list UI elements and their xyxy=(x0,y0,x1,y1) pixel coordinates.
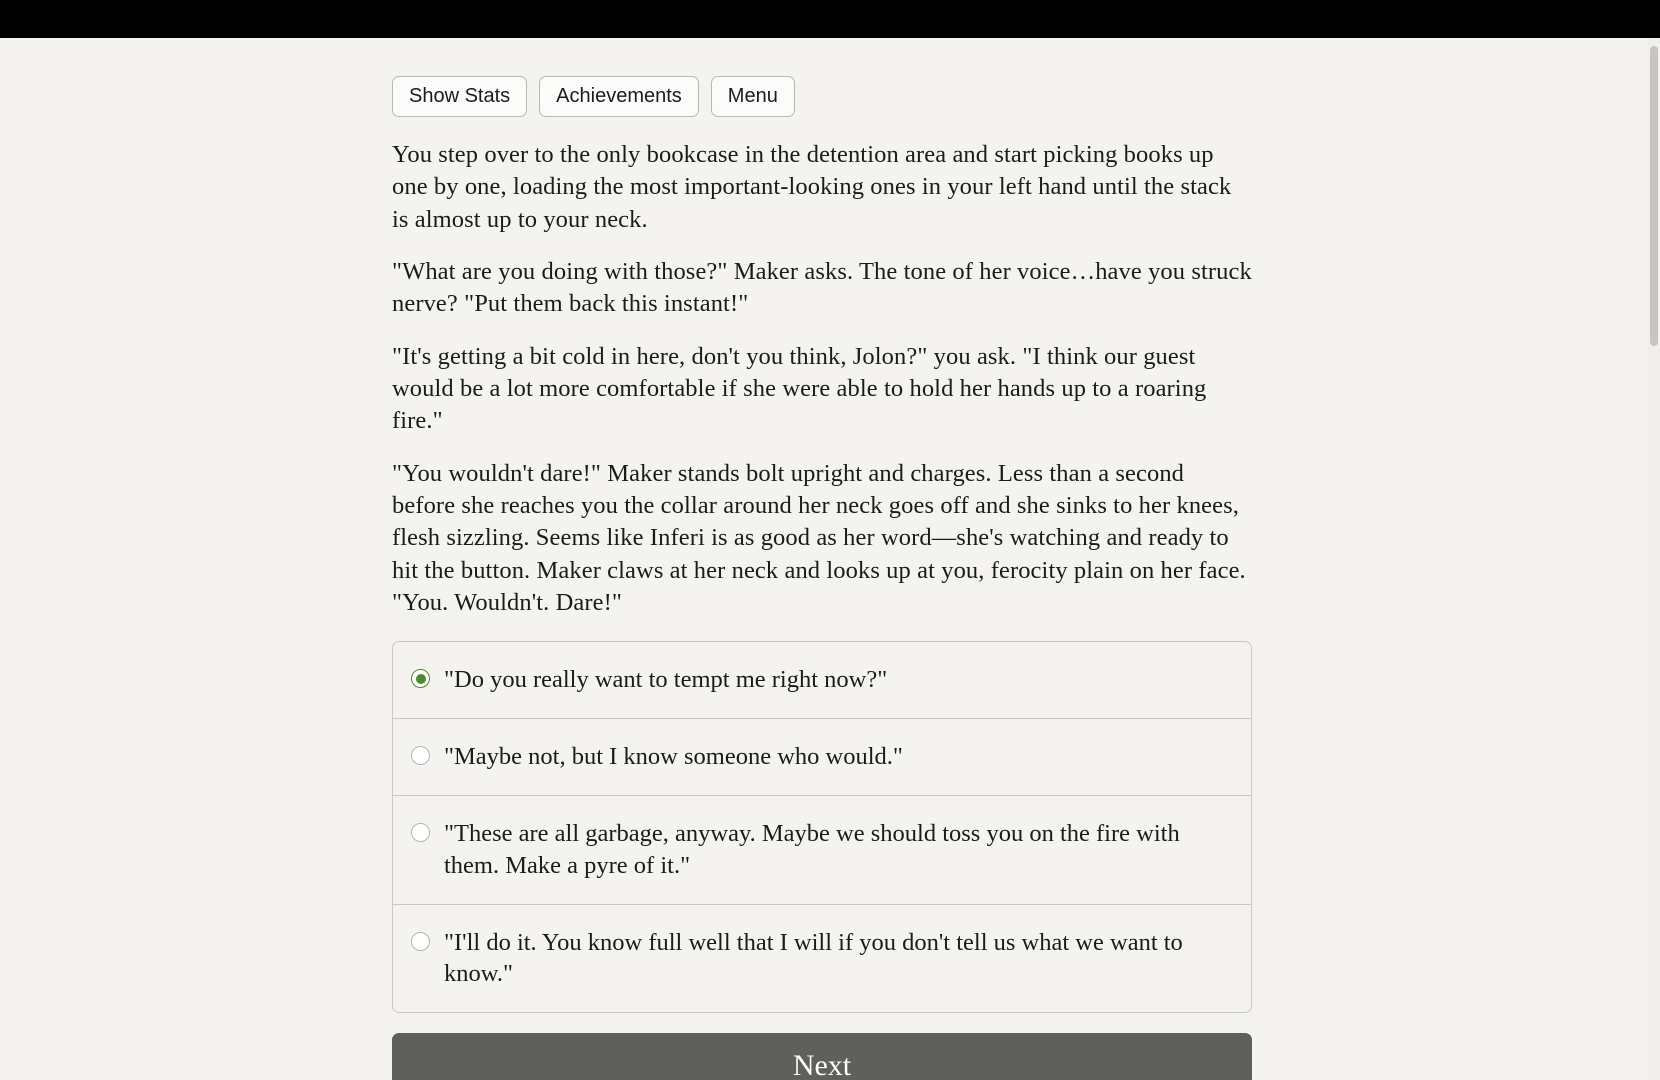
story-paragraph: "What are you doing with those?" Maker asks. The tone of her voice…have you struck nerve? "Put them back this instant!" xyxy=(392,257,1252,318)
choice-label: "Maybe not, but I know someone who would." xyxy=(444,743,903,771)
scrollbar[interactable] xyxy=(1648,38,1660,1080)
choice-label: "I'll do it. You know full well that I will if you don't tell us what we want to know." xyxy=(444,928,1183,988)
choice-label: "Do you really want to tempt me right now?" xyxy=(444,666,888,694)
story-paragraph: You step over to the only bookcase in the detention area and start picking books up one by one, loading the most important-looking ones in your left hand until the stack is almost up to your neck. xyxy=(392,141,1232,233)
story-paragraph: "It's getting a bit cold in here, don't you think, Jolon?" you ask. "I think our guest would be a lot more comfortable if she were able to hold her hands up to a roaring fire." xyxy=(392,342,1207,435)
story-paragraph: "You wouldn't dare!" Maker stands bolt upright and charges. Less than a second before she reaches you the collar around her neck goes off and she sinks to her knees, flesh sizzling. Seems like Inferi is as good as her word—she's watching and ready to hit the button. Maker claws at her neck and looks up at you, ferocity plain on her face. "You. Wouldn't. Dare!" xyxy=(392,459,1246,616)
scrollbar-thumb[interactable] xyxy=(1650,46,1658,346)
radio-icon[interactable] xyxy=(411,669,430,688)
choice-label: "These are all garbage, anyway. Maybe we should toss you on the fire with them. Make a pyre of it." xyxy=(444,819,1180,879)
game-page xyxy=(0,38,1648,1080)
radio-icon[interactable] xyxy=(411,746,430,765)
choice-option[interactable] xyxy=(393,905,1251,1013)
achievements-button[interactable]: Achievements xyxy=(539,76,699,117)
radio-icon[interactable] xyxy=(411,932,430,951)
choice-option[interactable] xyxy=(393,642,1251,719)
game-content xyxy=(392,76,1252,1080)
browser-top-bar xyxy=(0,0,1660,38)
radio-icon[interactable] xyxy=(411,823,430,842)
toolbar xyxy=(392,76,1252,117)
choice-option[interactable] xyxy=(393,719,1251,796)
next-button[interactable]: Next xyxy=(392,1033,1252,1080)
menu-button[interactable]: Menu xyxy=(711,76,795,117)
choice-list xyxy=(392,641,1252,1013)
show-stats-button[interactable]: Show Stats xyxy=(392,76,527,117)
choice-option[interactable] xyxy=(393,796,1251,905)
